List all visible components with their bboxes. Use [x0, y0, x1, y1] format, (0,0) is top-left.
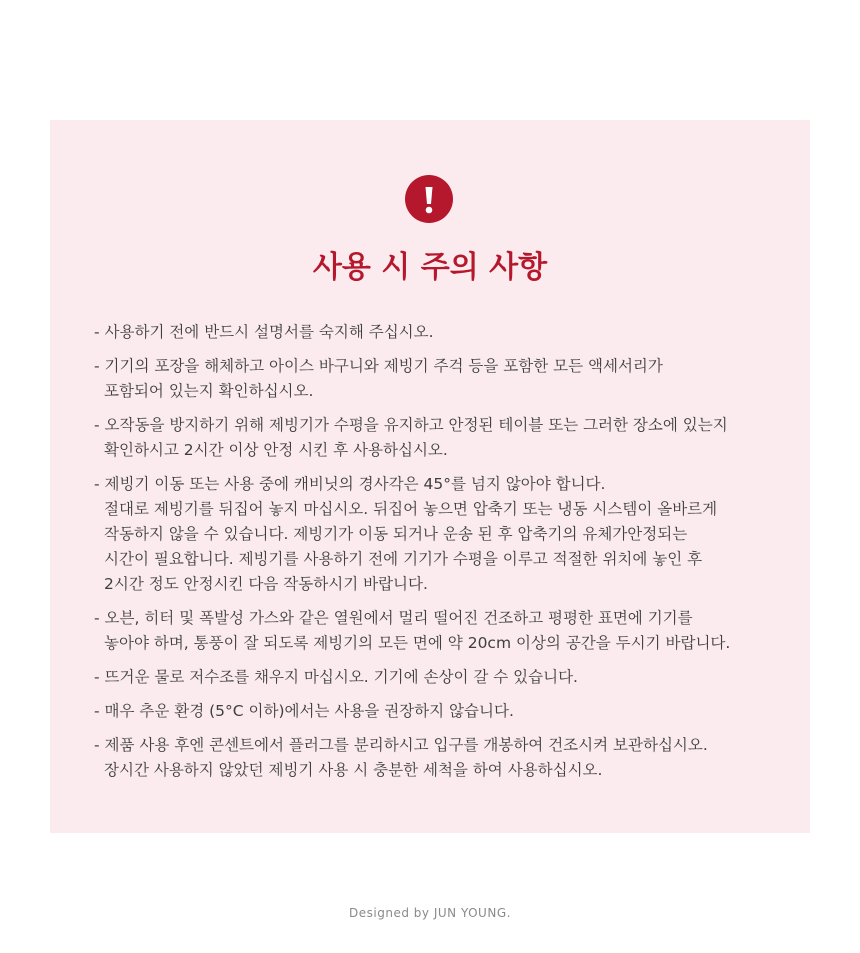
caution-item: [94, 699, 794, 724]
caution-item: [94, 354, 794, 404]
caution-item: [94, 472, 794, 597]
caution-list: [94, 320, 794, 792]
page-title: 사용 시 주의 사항: [312, 250, 548, 285]
caution-line: - 오작동을 방지하기 위해 제빙기가 수평을 유지하고 안정된 테이블 또는 그러한 장소에 있는지: [94, 416, 728, 434]
caution-line: - 기기의 포장을 해체하고 아이스 바구니와 제빙기 주걱 등을 포함한 모든 액세서리가: [94, 357, 663, 375]
caution-line: 포함되어 있는지 확인하십시오.: [104, 382, 314, 400]
caution-line: 확인하시고 2시간 이상 안정 시킨 후 사용하십시오.: [104, 441, 448, 459]
caution-item: [94, 665, 794, 690]
caution-line: - 오븐, 히터 및 폭발성 가스와 같은 열원에서 멀리 떨어진 건조하고 평평한 표면에 기기를: [94, 609, 693, 627]
caution-line: 2시간 정도 안정시킨 다음 작동하시기 바랍니다.: [104, 575, 428, 593]
caution-line: - 뜨거운 물로 저수조를 채우지 마십시오. 기기에 손상이 갈 수 있습니다.: [94, 668, 578, 686]
caution-line: 장시간 사용하지 않았던 제빙기 사용 시 충분한 세척을 하여 사용하십시오.: [104, 761, 603, 779]
caution-line: - 제품 사용 후엔 콘센트에서 플러그를 분리하시고 입구를 개봉하여 건조시켜 보관하십시오.: [94, 736, 708, 754]
caution-line: 절대로 제빙기를 뒤집어 놓지 마십시오. 뒤집어 놓으면 압축기 또는 냉동 시스템이 올바르게: [104, 500, 718, 518]
caution-line: - 매우 추운 환경 (5°C 이하)에서는 사용을 권장하지 않습니다.: [94, 702, 514, 720]
exclamation-icon: [405, 175, 453, 223]
caution-panel: [50, 120, 810, 833]
caution-item: [94, 733, 794, 783]
designer-credit: Designed by JUN YOUNG.: [349, 906, 511, 920]
caution-line: - 사용하기 전에 반드시 설명서를 숙지해 주십시오.: [94, 323, 434, 341]
caution-line: 작동하지 않을 수 있습니다. 제빙기가 이동 되거나 운송 된 후 압축기의 유체가안정되는: [104, 525, 688, 543]
caution-line: - 제빙기 이동 또는 사용 중에 캐비닛의 경사각은 45°를 넘지 않아야 합니다.: [94, 475, 606, 493]
caution-item: [94, 320, 794, 345]
caution-item: [94, 413, 794, 463]
caution-item: [94, 606, 794, 656]
caution-line: 놓아야 하며, 통풍이 잘 되도록 제빙기의 모든 면에 약 20cm 이상의 공간을 두시기 바랍니다.: [104, 634, 731, 652]
caution-line: 시간이 필요합니다. 제빙기를 사용하기 전에 기기가 수평을 이루고 적절한 위치에 놓인 후: [104, 550, 703, 568]
